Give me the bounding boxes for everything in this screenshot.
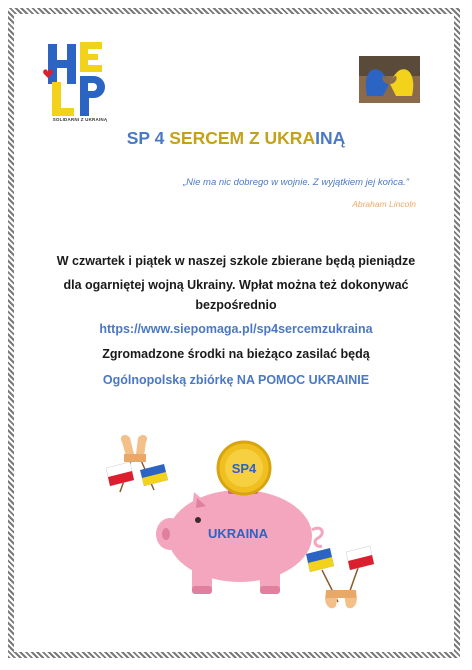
logo-caption: SOLIDARNI Z UKRAINĄ: [52, 117, 108, 122]
title-part-ina: INĄ: [315, 128, 346, 148]
help-logo: [40, 38, 120, 128]
piggy-bank: [156, 490, 322, 594]
heart-hands-photo: [359, 56, 420, 103]
piggy-label: UKRAINA: [208, 526, 268, 541]
title-part-sp4: SP 4: [126, 128, 170, 148]
donation-link[interactable]: https://www.siepomaga.pl/sp4sercemzukraina: [99, 322, 373, 336]
hands-flags-right: [306, 546, 374, 608]
body-line-2: dla ogarniętej wojną Ukrainy. Wpłat można też dokonywać: [63, 278, 409, 292]
quote-author: Abraham Lincoln: [352, 199, 416, 209]
coin-sp4: [218, 442, 270, 494]
campaign-name: Ogólnopolską zbiórkę NA POMOC UKRAINIE: [102, 373, 370, 387]
coin-label: SP4: [231, 461, 257, 476]
hands-flags-left: [106, 435, 168, 492]
body-line-3: bezpośrednio: [195, 298, 277, 312]
page-title: [0, 128, 472, 149]
body-line-5: Zgromadzone środki na bieżąco zasilać będą: [102, 347, 370, 361]
title-part-sercem: SERCEM Z UKRA: [169, 128, 316, 148]
piggy-bank-illustration: [100, 430, 380, 620]
body-line-1: W czwartek i piątek w naszej szkole zbierane będą pieniądze: [56, 254, 416, 268]
quote-text: „Nie ma nic dobrego w wojnie. Z wyjątkiem jej końca.”: [183, 177, 409, 188]
